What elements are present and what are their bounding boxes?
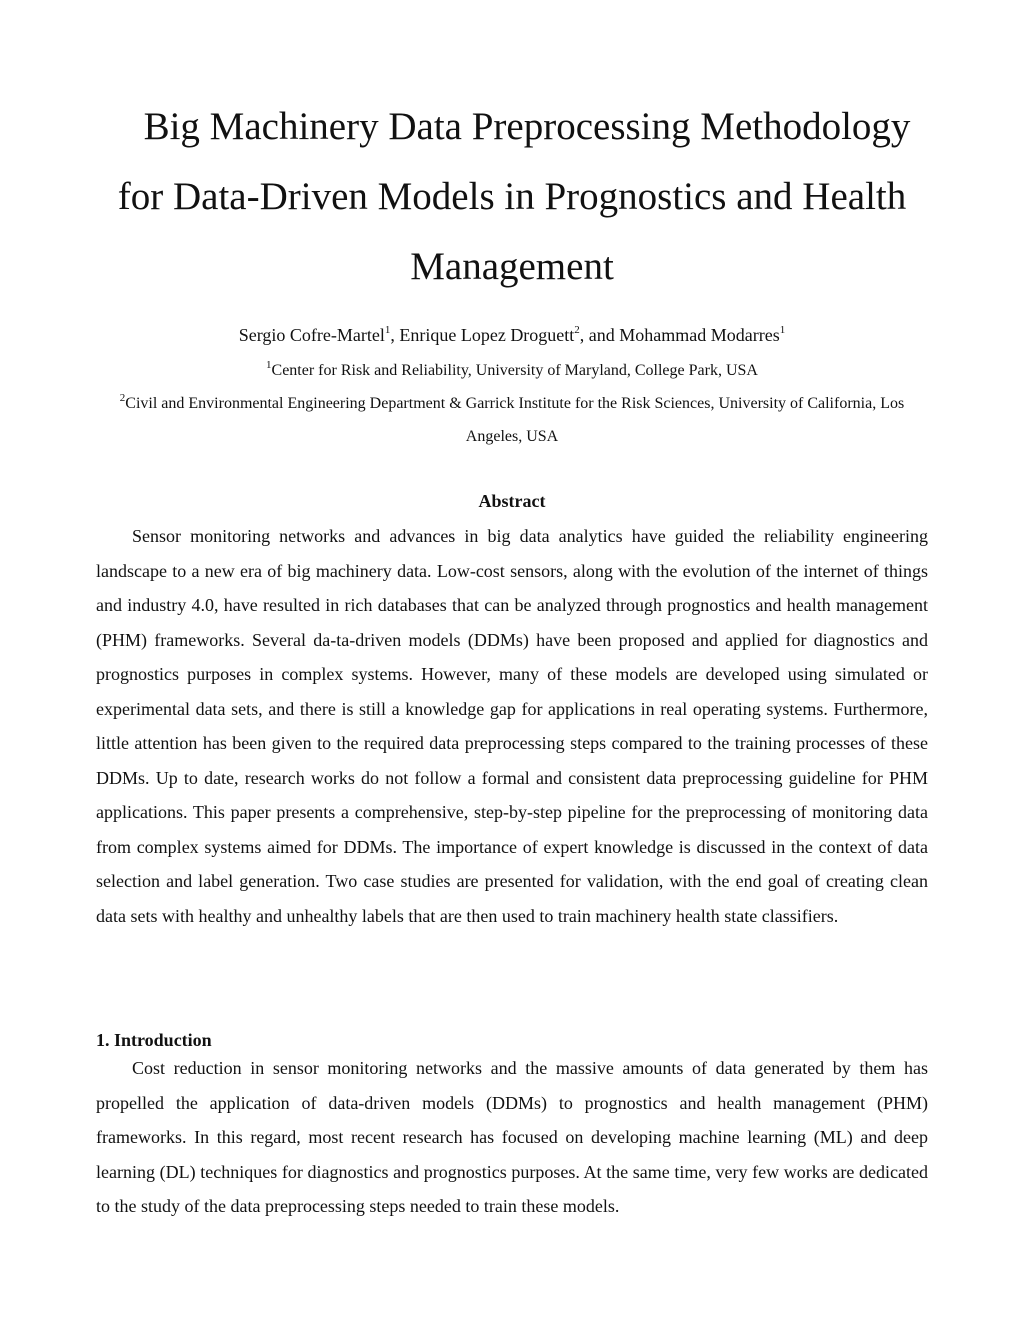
affiliation-text: Civil and Environmental Engineering Department & Garrick Institute for the Risk Sciences, University of California, Los Angeles, USA — [125, 395, 905, 445]
author-name: Enrique Lopez Droguett — [399, 325, 575, 345]
author-separator: , — [390, 325, 400, 345]
affiliation-mark: 1 — [779, 324, 786, 336]
paper-title — [96, 92, 928, 302]
author-separator: , and — [579, 325, 620, 345]
affiliation — [96, 387, 928, 453]
abstract-heading: Abstract — [478, 491, 546, 511]
affiliation-mark: 1 — [266, 358, 272, 371]
title-line: Big Machinery Data Preprocessing Methodology — [143, 105, 911, 148]
section-heading: 1. Introduction — [96, 1030, 212, 1050]
affiliation-text: Center for Risk and Reliability, University of Maryland, College Park, USA — [271, 362, 758, 379]
title-line: Management — [410, 245, 614, 288]
introduction-body: Cost reduction in sensor monitoring networks and the massive amounts of data generated by them has propelled the application of data-driven models (DDMs) to prognostics and health management (PHM) frameworks. In this regard, most recent research has focused on developing machine learning (ML) and deep learning (DL) techniques for diagnostics and prognostics purposes. At the same time, very few works are dedicated to the study of the data preprocessing steps needed to train these models. — [96, 1058, 928, 1216]
affiliation-mark: 1 — [384, 324, 391, 336]
title-line: for Data-Driven Models in Prognostics and Health — [117, 175, 907, 218]
author-name: Sergio Cofre-Martel — [238, 325, 385, 345]
author-name: Mohammad Modarres — [619, 325, 780, 345]
abstract-body: Sensor monitoring networks and advances in big data analytics have guided the reliability engineering landscape to a new era of big machinery data. Low-cost sensors, along with the evolution of the internet of things and industry 4.0, have resulted in rich databases that can be analyzed through prognostics and health management (PHM) frameworks. Several da-ta-driven models (DDMs) have been proposed and applied for diagnostics and prognostics purposes in complex systems. However, many of these models are developed using simulated or experimental data sets, and there is still a knowledge gap for applications in real operating systems. Furthermore, little attention has been given to the required data preprocessing steps compared to the training processes of these DDMs. Up to date, research works do not follow a formal and consistent data preprocessing guideline for PHM applications. This paper presents a comprehensive, step-by-step pipeline for the preprocessing of monitoring data from complex systems aimed for DDMs. The importance of expert knowledge is discussed in the context of data selection and label generation. Two case studies are presented for validation, with the end goal of creating clean data sets with healthy and unhealthy labels that are then used to train machinery health state classifiers. — [96, 526, 928, 926]
affiliation-mark: 2 — [574, 324, 580, 336]
affiliation — [96, 354, 928, 387]
affiliation-mark: 2 — [119, 391, 126, 404]
author-list — [96, 322, 928, 348]
